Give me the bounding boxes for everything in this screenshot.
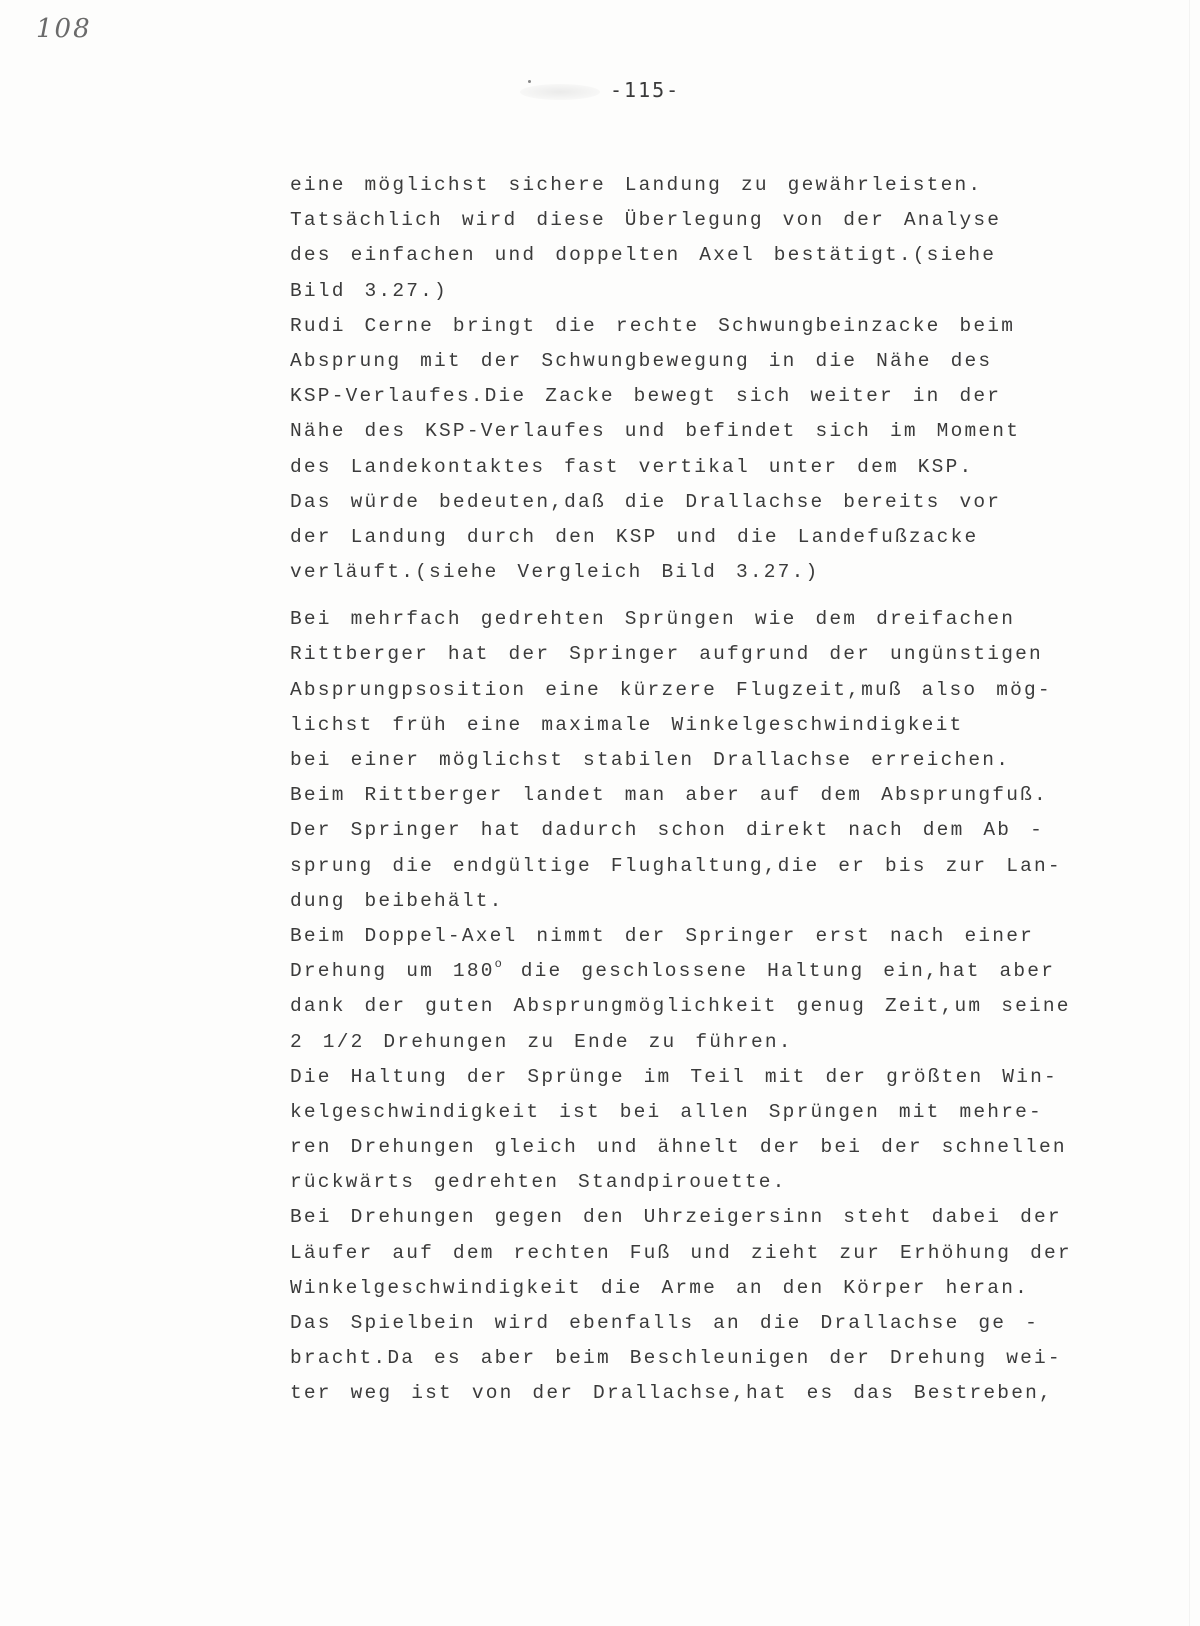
- text-line: dank der guten Absprungmöglichkeit genug Zeit,um seine: [290, 995, 1071, 1018]
- text-line: Das Spielbein wird ebenfalls an die Drallachse ge -: [290, 1312, 1039, 1334]
- paragraph-gap: [290, 590, 1070, 602]
- text-line: Absprung mit der Schwungbewegung in die Nähe des: [290, 349, 993, 372]
- text-line: Rittberger hat der Springer aufgrund der ungünstigen: [290, 643, 1043, 666]
- text-line: Bei Drehungen gegen den Uhrzeigersinn steht dabei der: [290, 1206, 1062, 1229]
- degree-line-before: Drehung um 180: [290, 960, 495, 983]
- text-line: Winkelgeschwindigkeit die Arme an den Körper heran.: [290, 1276, 1029, 1299]
- text-line: Absprungpsosition eine kürzere Flugzeit,muß also mög-: [290, 678, 1052, 701]
- text-line: ter weg ist von der Drallachse,hat es das Bestreben,: [290, 1382, 1053, 1405]
- paragraph-2: [290, 602, 1070, 1411]
- text-line: ren Drehungen gleich und ähnelt der bei der schnellen: [290, 1136, 1067, 1159]
- text-line: dung beibehält.: [290, 889, 504, 912]
- ink-smudge: [520, 84, 600, 100]
- text-line: sprung die endgültige Flughaltung,die er bis zur Lan-: [290, 854, 1062, 877]
- text-line: Die Haltung der Sprünge im Teil mit der größten Win-: [290, 1065, 1058, 1088]
- text-line: verläuft.(siehe Vergleich Bild 3.27.): [290, 561, 820, 584]
- degree-line-after: die geschlossene Haltung ein,hat aber: [501, 960, 1056, 983]
- text-line: Rudi Cerne bringt die rechte Schwungbeinzacke beim: [290, 314, 1016, 337]
- text-line: 2 1/2 Drehungen zu Ende zu führen.: [290, 1030, 793, 1053]
- text-line: Beim Doppel-Axel nimmt der Springer erst nach einer: [290, 924, 1034, 947]
- text-line: Bild 3.27.): [290, 279, 448, 302]
- text-line: Das würde bedeuten,daß die Drallachse bereits vor: [290, 490, 1002, 513]
- ink-dot: [528, 80, 531, 83]
- text-line: lichst früh eine maximale Winkelgeschwindigkeit: [290, 713, 964, 736]
- text-line: rückwärts gedrehten Standpirouette.: [290, 1171, 787, 1194]
- typed-page-number: -115-: [610, 78, 681, 102]
- paragraph-1: [290, 168, 1070, 590]
- text-line: Nähe des KSP-Verlaufes und befindet sich im Moment: [290, 420, 1021, 443]
- text-line: Läufer auf dem rechten Fuß und zieht zur Erhöhung der: [290, 1241, 1072, 1264]
- text-line: Tatsächlich wird diese Überlegung von der Analyse: [290, 209, 1002, 232]
- text-line: des Landekontaktes fast vertikal unter dem KSP.: [290, 455, 974, 478]
- text-line: bracht.Da es aber beim Beschleunigen der Drehung wei-: [290, 1347, 1062, 1370]
- text-line: kelgeschwindigkeit ist bei allen Sprüngen mit mehre-: [290, 1100, 1043, 1123]
- text-line: Beim Rittberger landet man aber auf dem Absprungfuß.: [290, 784, 1048, 807]
- text-line: KSP-Verlaufes.Die Zacke bewegt sich weiter in der: [290, 385, 1002, 408]
- text-line: bei einer möglichst stabilen Drallachse erreichen.: [290, 749, 1011, 771]
- text-line: eine möglichst sichere Landung zu gewährleisten.: [290, 174, 983, 196]
- body-text: [290, 168, 1070, 1412]
- handwritten-page-number: 108: [36, 14, 92, 44]
- degree-superscript: o: [494, 957, 502, 972]
- text-line: des einfachen und doppelten Axel bestätigt.(siehe: [290, 244, 997, 267]
- text-line-degree: [290, 954, 1070, 989]
- text-line: der Landung durch den KSP und die Landefußzacke: [290, 525, 979, 548]
- text-line: Der Springer hat dadurch schon direkt nach dem Ab -: [290, 819, 1044, 842]
- text-line: Bei mehrfach gedrehten Sprüngen wie dem dreifachen: [290, 608, 1016, 631]
- page-edge-shadow: [1189, 0, 1190, 1626]
